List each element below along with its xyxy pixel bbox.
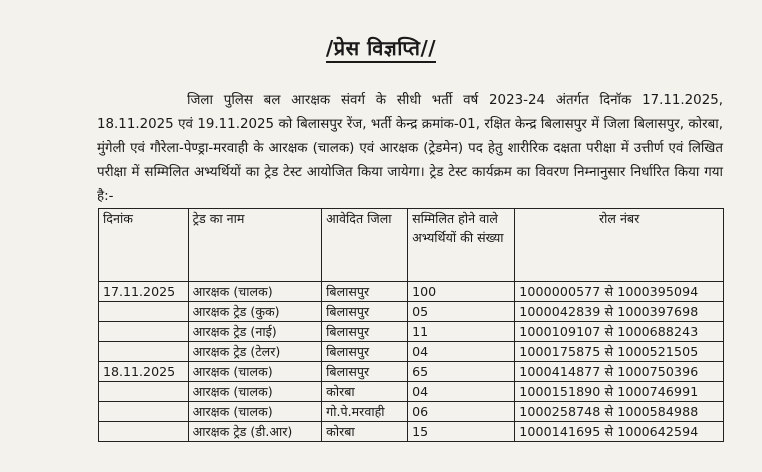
header-count: सम्मिलित होने वाले अभ्यर्थियों की संख्या xyxy=(408,209,515,282)
table-row xyxy=(99,362,724,382)
cell-district: बिलासपुर xyxy=(322,342,408,362)
cell-count: 11 xyxy=(408,322,515,342)
cell-district: बिलासपुर xyxy=(322,322,408,342)
cell-district: कोरबा xyxy=(322,422,408,442)
table-row xyxy=(99,282,724,302)
cell-trade: आरक्षक ट्रेड (टेलर) xyxy=(188,342,322,362)
table-row xyxy=(99,422,724,442)
table-header-row xyxy=(99,209,724,282)
cell-trade: आरक्षक (चालक) xyxy=(188,402,322,422)
cell-district: बिलासपुर xyxy=(322,362,408,382)
press-release-heading: /प्रेस विज्ञप्ति// xyxy=(0,34,762,61)
table-row xyxy=(99,342,724,362)
header-district: आवेदित जिला xyxy=(322,209,408,282)
cell-roll: 1000000577 से 1000395094 xyxy=(515,282,724,302)
intro-paragraph: जिला पुलिस बल आरक्षक संवर्ग के सीधी भर्ती वर्ष 2023-24 अंतर्गत दिनॉक 17.11.2025, 18.11.2025 एवं 19.11.2025 को बिलासपुर रेंज, भर्ती केन्द्र क्रमांक-01, रक्षित केन्द्र बिलासपुर में जिला बिलासपुर, कोरबा, मुंगेली एवं गौरेला-पेण्ड्रा-मरवाही के आरक्षक (चालक) एवं आरक्षक (ट्रेडमेन) पद हेतु शारीरिक दक्षता परीक्षा में उत्तीर्ण एवं लिखित परीक्षा में सम्मिलित अभ्यर्थियों का ट्रेड टेस्ट आयोजित किया जायेगा। ट्रेड टेस्ट कार्यक्रम का विवरण निम्नानुसार निर्धारित किया गया है:- xyxy=(97,93,723,204)
cell-trade: आरक्षक (चालक) xyxy=(188,282,322,302)
cell-date xyxy=(99,302,189,322)
header-roll: रोल नंबर xyxy=(515,209,724,282)
cell-count: 06 xyxy=(408,402,515,422)
cell-date xyxy=(99,402,189,422)
cell-roll: 1000141695 से 1000642594 xyxy=(515,422,724,442)
cell-count: 04 xyxy=(408,342,515,362)
cell-date: 18.11.2025 xyxy=(99,362,189,382)
cell-count: 65 xyxy=(408,362,515,382)
cell-date xyxy=(99,382,189,402)
cell-district: गो.पे.मरवाही xyxy=(322,402,408,422)
cell-roll: 1000109107 से 1000688243 xyxy=(515,322,724,342)
cell-count: 100 xyxy=(408,282,515,302)
cell-date xyxy=(99,422,189,442)
cell-trade: आरक्षक ट्रेड (नाई) xyxy=(188,322,322,342)
cell-date: 17.11.2025 xyxy=(99,282,189,302)
cell-roll: 1000151890 से 1000746991 xyxy=(515,382,724,402)
cell-count: 04 xyxy=(408,382,515,402)
cell-trade: आरक्षक ट्रेड (कुक) xyxy=(188,302,322,322)
cell-trade: आरक्षक ट्रेड (डी.आर) xyxy=(188,422,322,442)
cell-trade: आरक्षक (चालक) xyxy=(188,382,322,402)
cell-district: बिलासपुर xyxy=(322,302,408,322)
cell-date xyxy=(99,322,189,342)
trade-test-schedule-table xyxy=(98,208,724,442)
cell-date xyxy=(99,342,189,362)
cell-count: 15 xyxy=(408,422,515,442)
header-date: दिनांक xyxy=(99,209,189,282)
cell-roll: 1000258748 से 1000584988 xyxy=(515,402,724,422)
table-row xyxy=(99,402,724,422)
table-row xyxy=(99,322,724,342)
cell-roll: 1000414877 से 1000750396 xyxy=(515,362,724,382)
cell-trade: आरक्षक (चालक) xyxy=(188,362,322,382)
table-row xyxy=(99,302,724,322)
cell-district: कोरबा xyxy=(322,382,408,402)
table-row xyxy=(99,382,724,402)
cell-roll: 1000175875 से 1000521505 xyxy=(515,342,724,362)
cell-count: 05 xyxy=(408,302,515,322)
header-trade: ट्रेड का नाम xyxy=(188,209,322,282)
cell-roll: 1000042839 से 1000397698 xyxy=(515,302,724,322)
cell-district: बिलासपुर xyxy=(322,282,408,302)
